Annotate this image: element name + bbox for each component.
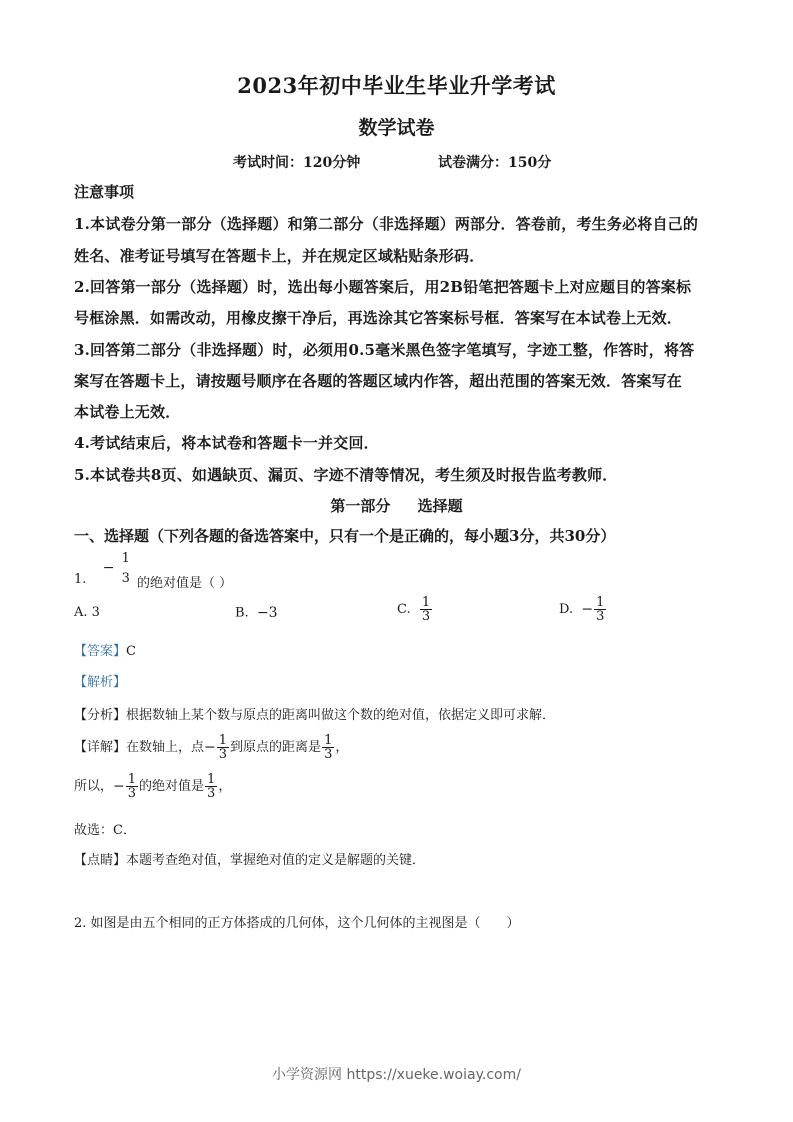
option-c: C. $\frac{1}{3}$ bbox=[397, 595, 431, 624]
question-stem-text: 的绝对值是（ ） bbox=[136, 576, 233, 591]
answer-tag: 【答案】 bbox=[74, 644, 127, 659]
notice-line: 2.回答第一部分（选择题）时，选出每小题答案后，用2B铅笔把答题卡上对应题目的答案标 bbox=[74, 278, 692, 296]
fraction: $\frac{1}{3}$ bbox=[218, 733, 228, 762]
xiangjie-line: 【详解】在数轴上，点− $\frac{1}{3}$ 到原点的距离是 $\frac{1}{3}$ ， bbox=[74, 733, 349, 762]
fraction: $\frac{1}{3}$ bbox=[207, 772, 216, 801]
guxuan-line: 故选：C． bbox=[74, 823, 136, 838]
exam-title: 2023年初中毕业生毕业升学考试 bbox=[237, 73, 556, 98]
notice-line: 5.本试卷共8页、如遇缺页、漏页、字迹不清等情况，考生须及时报告监考教师． bbox=[74, 466, 618, 484]
notice-line: 4.考试结束后，将本试卷和答题卡一并交回． bbox=[74, 434, 379, 452]
analysis-tag: 【解析】 bbox=[74, 675, 127, 690]
fraction: $\frac{1}{3}$ bbox=[596, 595, 605, 624]
dianjing-line: 【点睛】本题考查绝对值，掌握绝对值的定义是解题的关键． bbox=[74, 853, 426, 868]
notice-line: 号框涂黑．如需改动，用橡皮擦干净后，再选涂其它答案标号框．答案写在本试卷上无效． bbox=[74, 309, 683, 327]
full-score: 试卷满分：150分 bbox=[438, 155, 552, 171]
section-heading: 一、选择题（下列各题的备选答案中，只有一个是正确的，每小题3分，共30分） bbox=[74, 527, 616, 545]
option-d: D. − $\frac{1}{3}$ bbox=[559, 595, 605, 624]
fraction: $\frac{1}{3}$ bbox=[421, 595, 431, 624]
notice-heading: 注意事项 bbox=[74, 183, 135, 201]
question-2-stem: 2. 如图是由五个相同的正方体搭成的几何体，这个几何体的主视图是（ ） bbox=[74, 916, 520, 931]
option-a: A. 3 bbox=[74, 605, 100, 620]
notice-line: 本试卷上无效． bbox=[74, 403, 181, 421]
option-b: B. −3 bbox=[235, 605, 278, 621]
footer-watermark: 小学资源网 https://xueke.woiay.com/ bbox=[272, 1067, 521, 1083]
answer-line bbox=[74, 640, 136, 659]
exam-time: 考试时间：120分钟 bbox=[233, 155, 361, 171]
exam-subtitle: 数学试卷 bbox=[358, 117, 435, 139]
minus-sign: − bbox=[102, 560, 115, 576]
notice-line: 姓名、准考证号填写在答题卡上，并在规定区域粘贴条形码． bbox=[74, 247, 485, 265]
notice-line: 1.本试卷分第一部分（选择题）和第二部分（非选择题）两部分．答卷前，考生务必将自己的 bbox=[74, 215, 699, 233]
notice-line: 3.回答第二部分（非选择题）时，必须用0.5毫米黑色签字笔填写，字迹工整，作答时，将答 bbox=[74, 341, 695, 359]
fraction: 1 3 bbox=[121, 551, 130, 586]
question-1-stem bbox=[74, 552, 232, 591]
notice-line: 案写在答题卡上，请按题号顺序在各题的答题区域内作答，超出范围的答案无效．答案写在 bbox=[74, 372, 683, 390]
fraction: $\frac{1}{3}$ bbox=[127, 772, 137, 801]
question-number: 1. bbox=[74, 572, 87, 587]
answer-value: C bbox=[126, 644, 136, 659]
part-heading: 第一部分 选择题 bbox=[330, 497, 463, 515]
fenxi-line: 【分析】根据数轴上某个数与原点的距离叫做这个数的绝对值，依据定义即可求解． bbox=[74, 708, 556, 723]
suoyi-line: 所以，− $\frac{1}{3}$ 的绝对值是 $\frac{1}{3}$ ， bbox=[74, 772, 232, 801]
fraction: $\frac{1}{3}$ bbox=[324, 733, 333, 762]
